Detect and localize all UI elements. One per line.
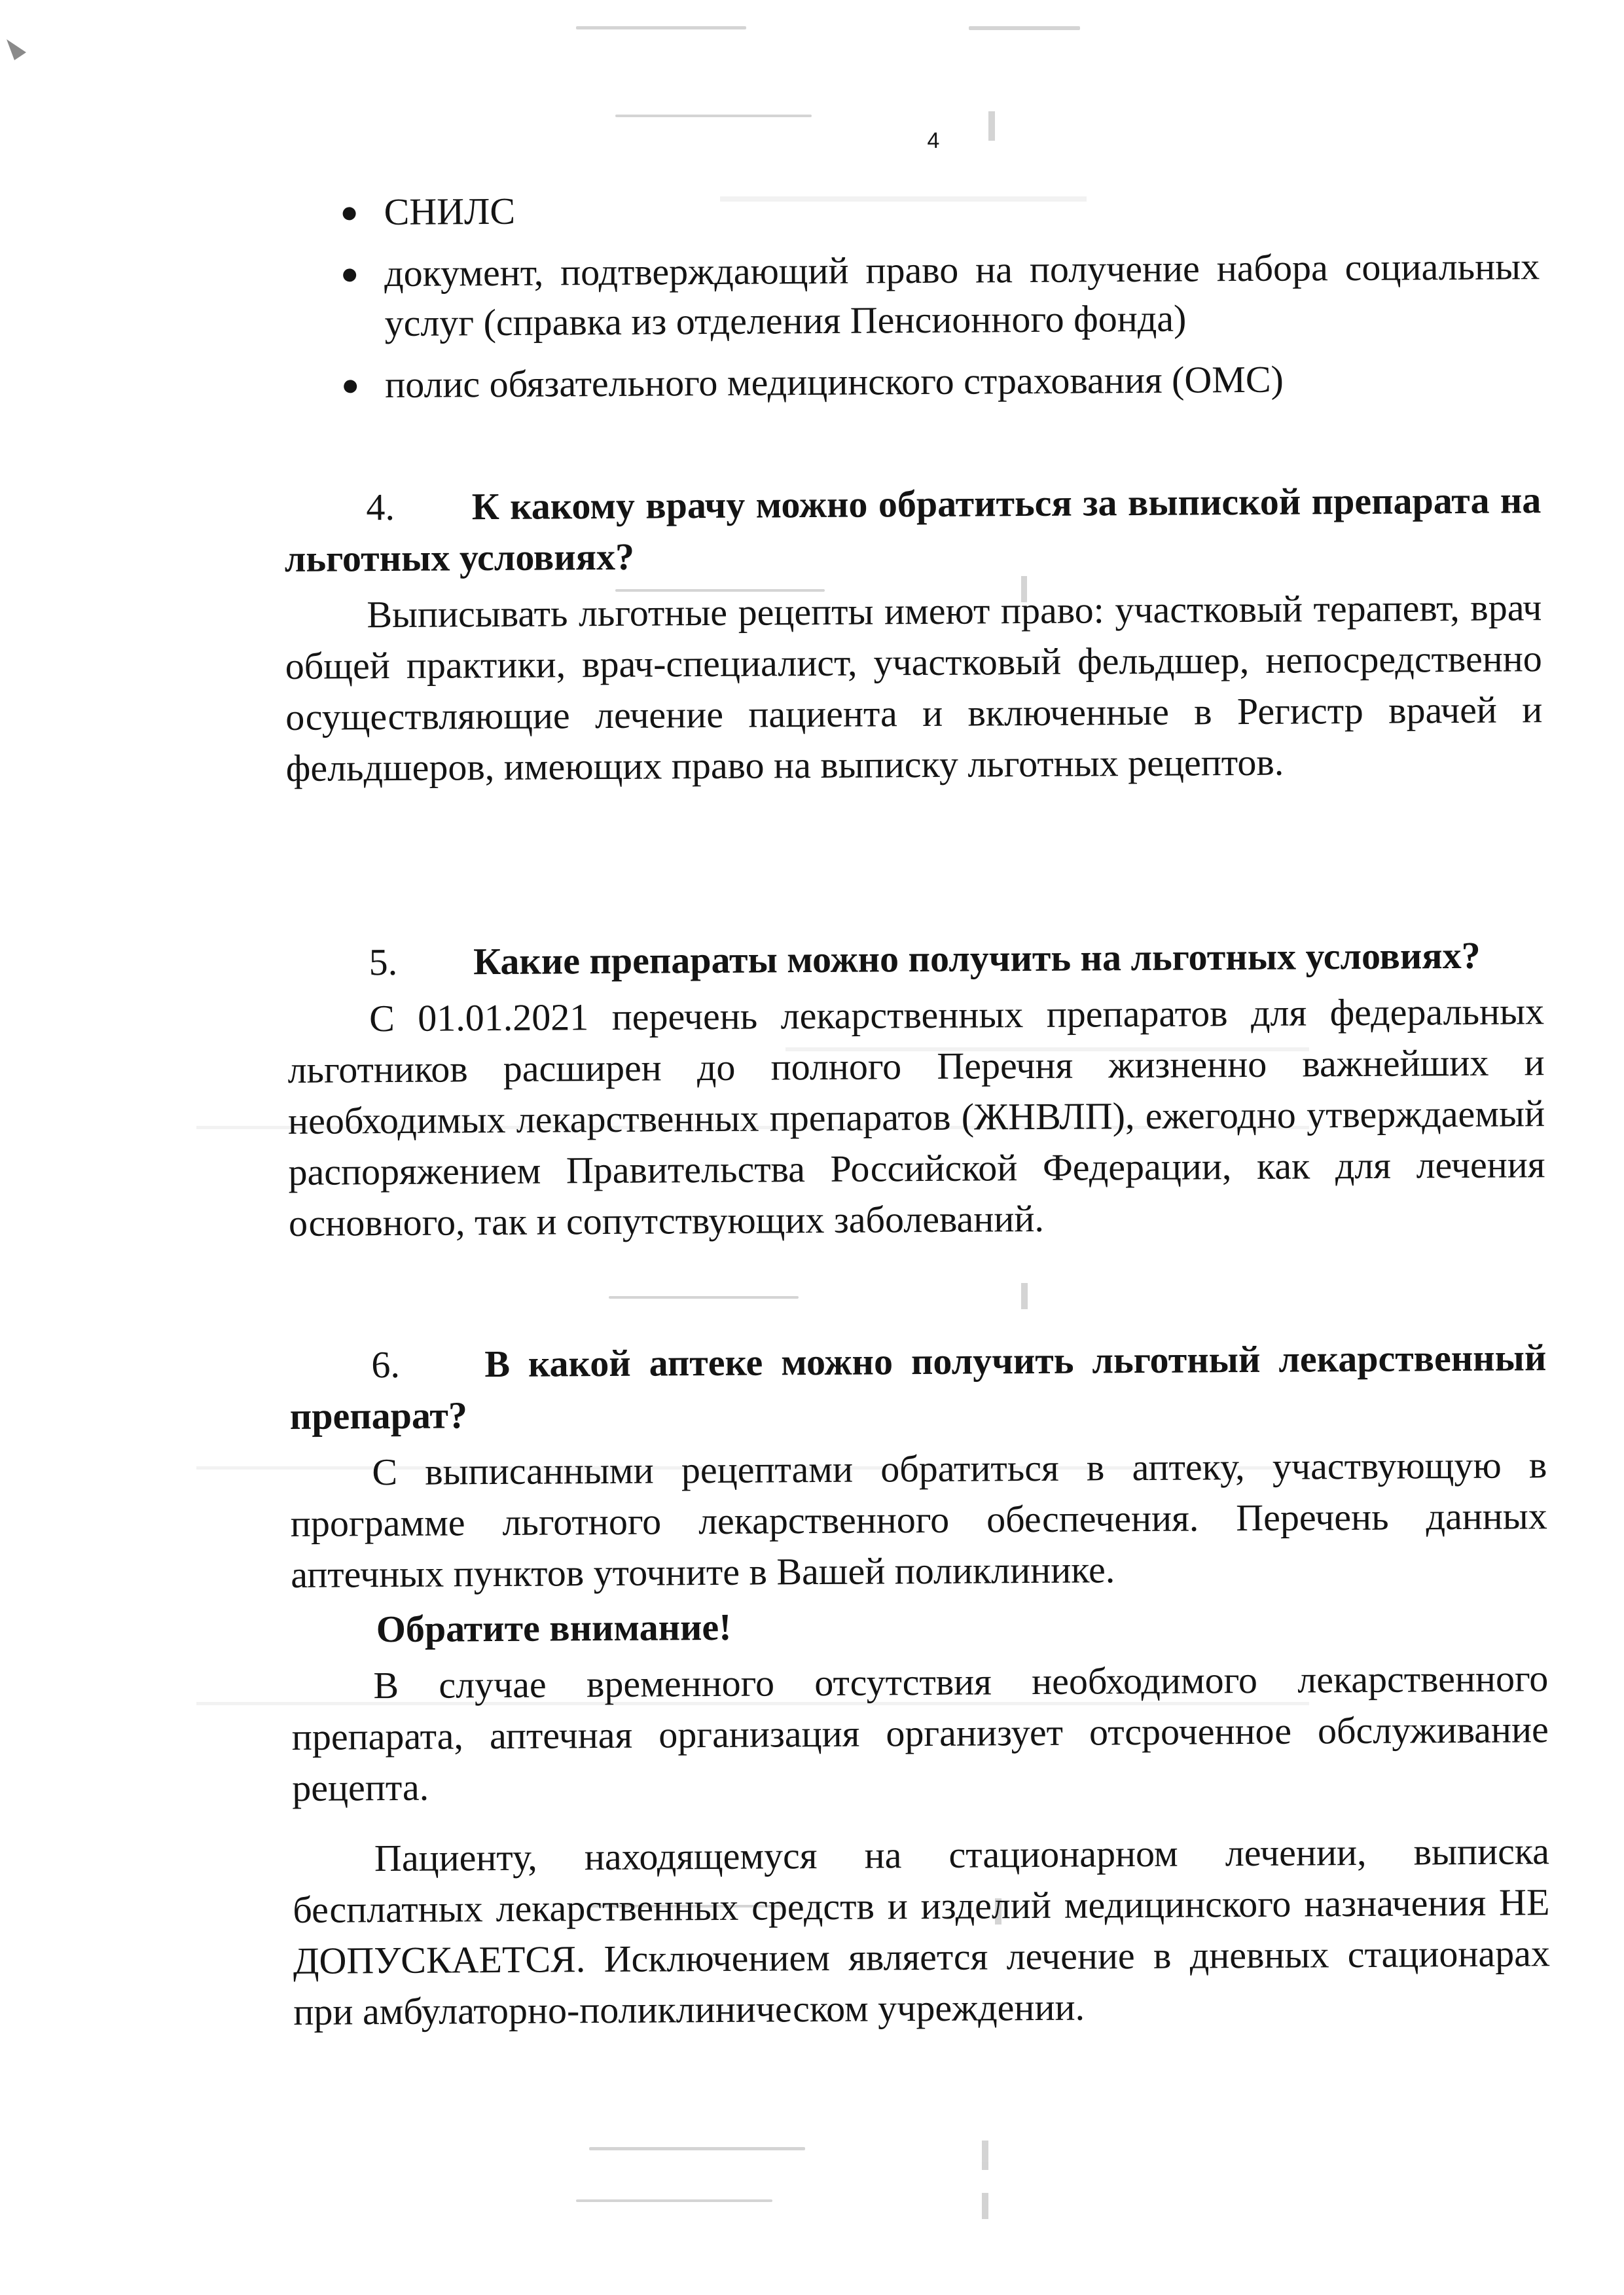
answer-paragraph: С выписанными рецептами обратиться в аптеку, участвующую в программе льготного лекарственного обеспечения. Перечень данных аптечных пунктов уточните в Вашей поликлинике. (290, 1443, 1547, 1596)
question-title: К какому врачу можно обратиться за выпиской препарата на льготных условиях? (284, 479, 1542, 580)
question-heading (289, 1332, 1547, 1442)
question-number: 4. (366, 485, 395, 529)
question-heading (287, 930, 1543, 988)
page-number: 4 (927, 128, 940, 153)
note-heading: Обратите внимание! (376, 1605, 732, 1651)
bullet-icon (344, 380, 357, 393)
document-list (334, 180, 1540, 422)
question-number: 6. (371, 1343, 401, 1386)
note-paragraph: В случае временного отсутствия необходимого лекарственного препарата, аптечная организация организует отсроченное обслуживание рецепта. (291, 1657, 1549, 1809)
question-section-5 (287, 930, 1545, 1249)
final-paragraph: Пациенту, находящемуся на стационарном лечении, выписка бесплатных лекарственных средств и изделий медицинского назначения НЕ ДОПУСКАЕТСЯ. Исключением является лечение в дневных стационарах при амбулаторно-поликлиническом учреждении. (293, 1830, 1551, 2033)
question-title: Какие препараты можно получить на льготных условиях? (473, 933, 1481, 983)
question-section-6 (289, 1332, 1550, 2038)
question-heading (284, 475, 1542, 585)
list-item: полис обязательного медицинского страхования (ОМС) (336, 353, 1540, 410)
list-item: СНИЛС (334, 180, 1539, 237)
answer-paragraph: С 01.01.2021 перечень лекарственных препаратов для федеральных льготников расширен до полного Перечня жизненно важнейших и необходимых лекарственных препаратов (ЖНВЛП), ежегодно утверждаемый распоряжением Правительства Российской Федерации, как для лечения основного, так и сопутствующих заболеваний. (287, 990, 1545, 1244)
bullet-icon (343, 207, 356, 220)
question-section-4 (284, 475, 1543, 794)
question-number: 5. (369, 940, 398, 984)
question-title: В какой аптеке можно получить льготный лекарственный препарат? (289, 1336, 1547, 1437)
list-item: документ, подтверждающий право на получение набора социальных услуг (справка из отделения Пенсионного фонда) (335, 242, 1540, 348)
bullet-icon (343, 268, 356, 281)
answer-paragraph: Выписывать льготные рецепты имеют право: участковый терапевт, врач общей практики, врач-специалист, участковый фельдшер, непосредственно осуществляющие лечение пациента и включенные в Регистр врачей и фельдшеров, имеющих право на выписку льготных рецептов. (285, 586, 1543, 789)
